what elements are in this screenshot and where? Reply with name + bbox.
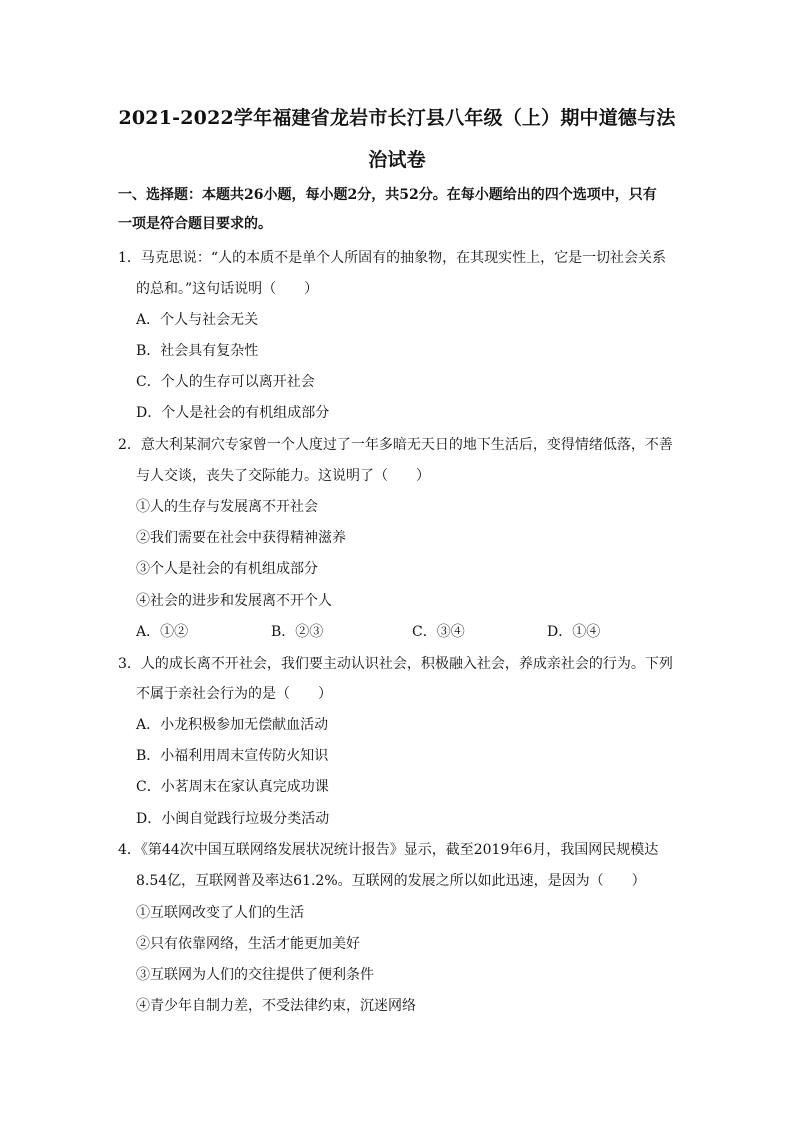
question-1-line-1: 1．马克思说：“人的本质不是单个人所固有的抽象物，在其现实性上，它是一切社会关系 [118, 250, 667, 266]
question-2-option-d: D．①④ [547, 624, 601, 640]
question-3-option-a: A．小龙积极参加无偿献血活动 [136, 717, 329, 733]
exam-title-line-1: 2021-2022学年福建省龙岩市长汀县八年级（上）期中道德与法 [118, 107, 676, 129]
question-3-option-c: C．小茗周末在家认真完成功课 [136, 779, 329, 795]
question-2-option-a: A．①② [136, 624, 189, 640]
question-4-line-2: 8.54亿，互联网普及率达61.2%。互联网的发展之所以如此迅速，是因为（ ） [136, 873, 646, 889]
question-3-option-b: B．小福利用周末宣传防火知识 [136, 748, 329, 764]
section-instructions-line-2: 一项是符合题目要求的。 [118, 216, 272, 232]
question-2-option-b: B．②③ [271, 624, 324, 640]
question-4-line-1: 4．《第44次中国互联网络发展状况统计报告》显示，截至2019年6月，我国网民规模达 [118, 842, 659, 858]
question-2-item-1: ①人的生存与发展离不开社会 [136, 499, 318, 515]
question-4-item-3: ③互联网为人们的交往提供了便利条件 [136, 967, 374, 983]
question-1-option-d: D．个人是社会的有机组成部分 [136, 405, 330, 421]
question-1-option-b: B．社会具有复杂性 [136, 343, 259, 359]
question-2-line-2: 与人交谈，丧失了交际能力。这说明了（ ） [136, 468, 430, 484]
question-1-option-a: A．个人与社会无关 [136, 312, 259, 328]
question-3-line-2: 不属于亲社会行为的是（ ） [136, 686, 332, 702]
question-1-line-2: 的总和。”这句话说明（ ） [136, 281, 319, 297]
question-4-item-1: ①互联网改变了人们的生活 [136, 905, 304, 921]
question-3-option-d: D．小闽自觉践行垃圾分类活动 [136, 811, 330, 827]
question-2-item-4: ④社会的进步和发展离不开个人 [136, 593, 332, 609]
question-2-line-1: 2．意大利某洞穴专家曾一个人度过了一年多暗无天日的地下生活后，变得情绪低落，不善 [118, 437, 673, 453]
question-1-option-c: C．个人的生存可以离开社会 [136, 374, 315, 390]
exam-title-line-2: 治试卷 [368, 149, 426, 171]
question-2-option-c: C．③④ [412, 624, 465, 640]
section-instructions-line-1: 一、选择题：本题共26小题，每小题2分，共52分。在每小题给出的四个选项中，只有 [118, 187, 657, 203]
question-2-item-2: ②我们需要在社会中获得精神滋养 [136, 530, 346, 546]
question-3-line-1: 3．人的成长离不开社会，我们要主动认识社会，积极融入社会，养成亲社会的行为。下列 [118, 656, 673, 672]
question-2-item-3: ③个人是社会的有机组成部分 [136, 561, 318, 577]
question-4-item-4: ④青少年自制力差，不受法律约束，沉迷网络 [136, 998, 416, 1014]
question-4-item-2: ②只有依靠网络，生活才能更加美好 [136, 936, 360, 952]
